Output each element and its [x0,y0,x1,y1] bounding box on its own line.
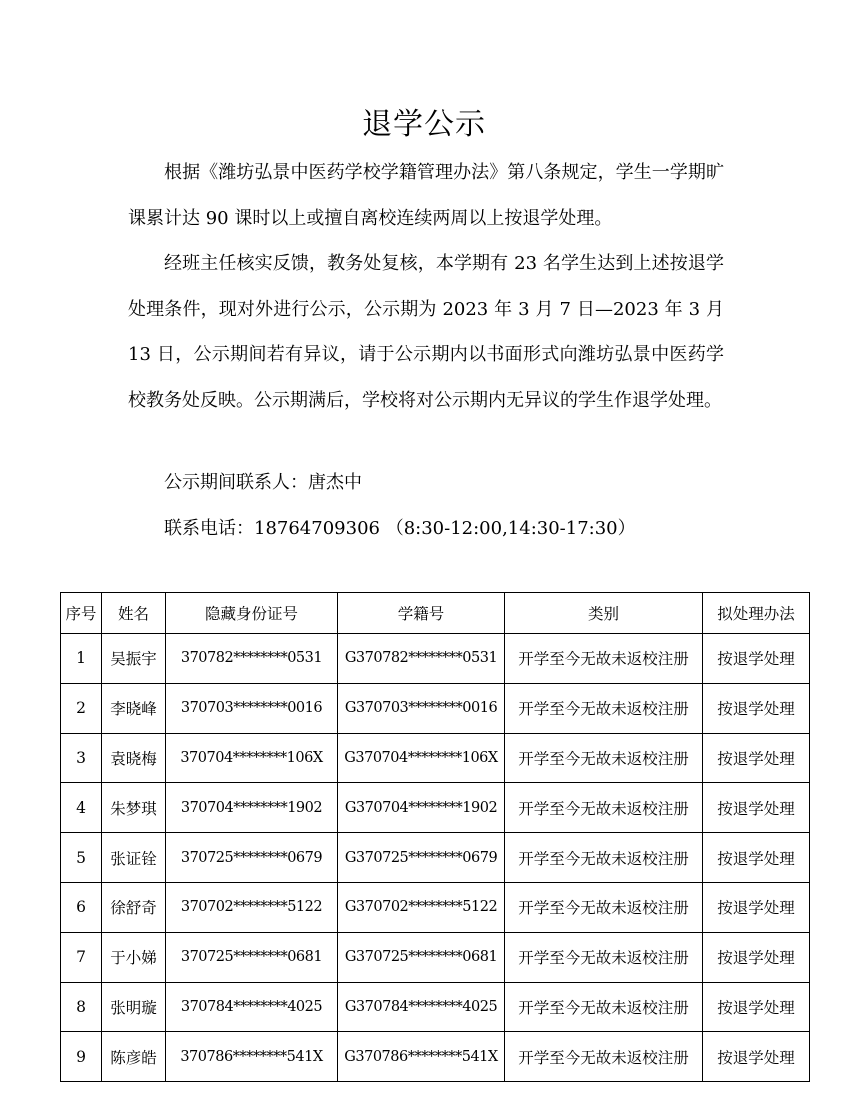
cell-name: 朱梦琪 [102,783,166,833]
cell-id: 370725********0679 [166,833,338,883]
table-row [61,634,810,684]
table-header-row [61,593,810,634]
header-category: 类别 [505,593,703,634]
cell-id: 370704********106X [166,733,338,783]
cell-no: 7 [61,932,102,982]
cell-action: 按退学处理 [703,634,810,684]
cell-id: 370702********5122 [166,882,338,932]
cell-category: 开学至今无故未返校注册 [505,683,703,733]
cell-id: 370725********0681 [166,932,338,982]
cell-no: 8 [61,982,102,1032]
cell-student-id: G370702********5122 [338,882,505,932]
table-row [61,982,810,1032]
cell-student-id: G370725********0681 [338,932,505,982]
cell-category: 开学至今无故未返校注册 [505,833,703,883]
cell-id: 370784********4025 [166,982,338,1032]
paragraph-notice: 经班主任核实反馈，教务处复核，本学期有 23 名学生达到上述按退学处理条件，现对外进行公示，公示期为 2023 年 3 月 7 日—2023 年 3 月 13 日，公示期间若有异议，请于公示期内以书面形式向潍坊弘景中医药学校教务处反映。公示期满后，学校将对公示期内无异议的学生作退学处理。 [128,253,724,411]
cell-id: 370703********0016 [166,683,338,733]
cell-name: 吴振宇 [102,634,166,684]
table-row [61,932,810,982]
cell-student-id: G370703********0016 [338,683,505,733]
header-name: 姓名 [102,593,166,634]
cell-name: 李晓峰 [102,683,166,733]
cell-name: 袁晓梅 [102,733,166,783]
cell-no: 2 [61,683,102,733]
cell-name: 张明璇 [102,982,166,1032]
paragraph-rule: 根据《潍坊弘景中医药学校学籍管理办法》第八条规定，学生一学期旷课累计达 90 课时以上或擅自离校连续两周以上按退学处理。 [128,162,724,229]
cell-student-id: G370725********0679 [338,833,505,883]
cell-name: 张证铨 [102,833,166,883]
cell-action: 按退学处理 [703,733,810,783]
header-id: 隐藏身份证号 [166,593,338,634]
cell-name: 陈彦皓 [102,1032,166,1082]
cell-id: 370782********0531 [166,634,338,684]
cell-id: 370786********541X [166,1032,338,1082]
cell-category: 开学至今无故未返校注册 [505,783,703,833]
page-title: 退学公示 [362,107,486,142]
cell-category: 开学至今无故未返校注册 [505,634,703,684]
cell-name: 徐舒奇 [102,882,166,932]
cell-no: 9 [61,1032,102,1082]
cell-no: 6 [61,882,102,932]
table-row [61,1032,810,1082]
cell-category: 开学至今无故未返校注册 [505,882,703,932]
cell-category: 开学至今无故未返校注册 [505,932,703,982]
cell-student-id: G370704********106X [338,733,505,783]
cell-category: 开学至今无故未返校注册 [505,982,703,1032]
cell-id: 370704********1902 [166,783,338,833]
header-student-id: 学籍号 [338,593,505,634]
table-row [61,882,810,932]
cell-action: 按退学处理 [703,982,810,1032]
cell-student-id: G370782********0531 [338,634,505,684]
cell-student-id: G370704********1902 [338,783,505,833]
header-action: 拟处理办法 [703,593,810,634]
cell-no: 1 [61,634,102,684]
cell-action: 按退学处理 [703,932,810,982]
cell-no: 3 [61,733,102,783]
cell-category: 开学至今无故未返校注册 [505,1032,703,1082]
cell-name: 于小娣 [102,932,166,982]
table-row [61,783,810,833]
cell-action: 按退学处理 [703,783,810,833]
table-row [61,733,810,783]
contact-phone: 联系电话：18764709306 （8:30-12:00,14:30-17:30） [164,518,636,539]
cell-no: 4 [61,783,102,833]
table-row [61,833,810,883]
cell-no: 5 [61,833,102,883]
cell-action: 按退学处理 [703,833,810,883]
cell-action: 按退学处理 [703,882,810,932]
cell-student-id: G370784********4025 [338,982,505,1032]
table-row [61,683,810,733]
cell-student-id: G370786********541X [338,1032,505,1082]
cell-action: 按退学处理 [703,683,810,733]
withdrawal-table [60,592,810,1082]
cell-action: 按退学处理 [703,1032,810,1082]
header-no: 序号 [61,593,102,634]
cell-category: 开学至今无故未返校注册 [505,733,703,783]
contact-person: 公示期间联系人：唐杰中 [164,472,362,493]
